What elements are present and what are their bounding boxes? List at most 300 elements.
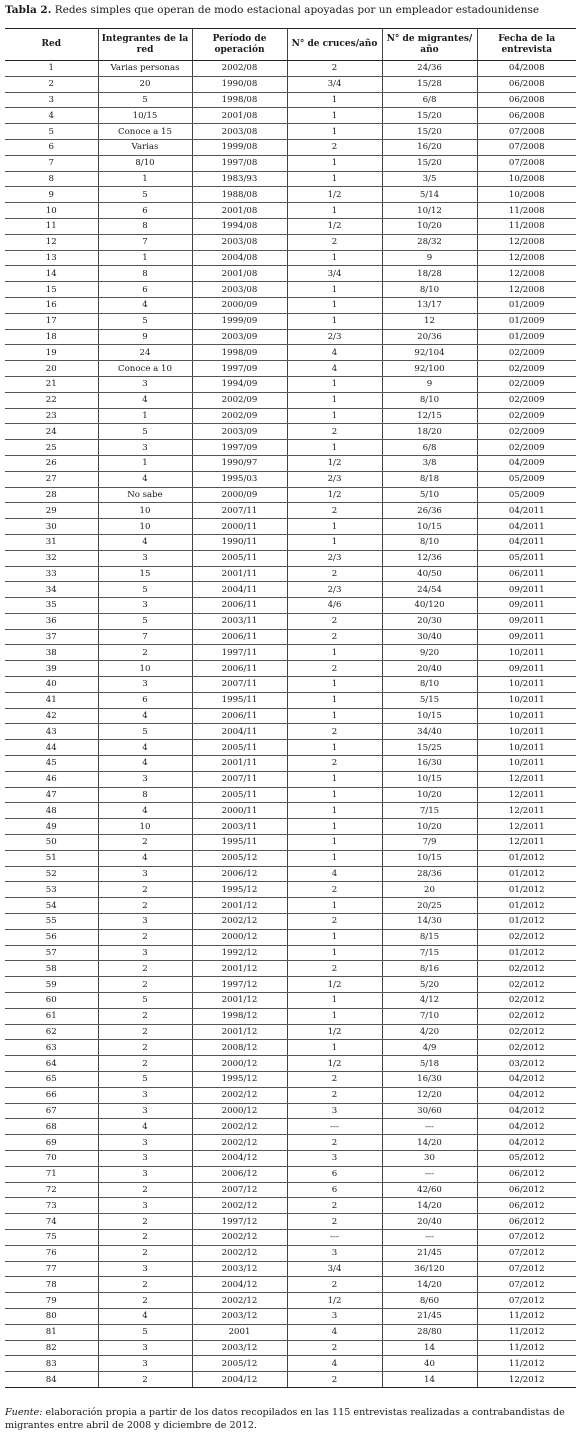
cell-migrantes: 92/104 <box>382 345 477 361</box>
cell-cruces: 1 <box>287 993 382 1009</box>
cell-migrantes: 9 <box>382 376 477 392</box>
cell-migrantes: 28/36 <box>382 866 477 882</box>
cell-integrantes: Varias personas <box>98 61 192 77</box>
cell-periodo: 2001/11 <box>192 566 287 582</box>
table-row <box>5 803 576 819</box>
cell-periodo: 1997/12 <box>192 977 287 993</box>
cell-periodo: 2005/12 <box>192 1356 287 1372</box>
cell-red: 35 <box>5 598 98 614</box>
cell-periodo: 2004/12 <box>192 1150 287 1166</box>
cell-migrantes: 42/60 <box>382 1182 477 1198</box>
cell-integrantes: 2 <box>98 1293 192 1309</box>
cell-periodo: 1995/11 <box>192 692 287 708</box>
cell-fecha: 06/2012 <box>477 1166 576 1182</box>
cell-fecha: 01/2012 <box>477 850 576 866</box>
cell-red: 22 <box>5 392 98 408</box>
cell-red: 48 <box>5 803 98 819</box>
table-row <box>5 1340 576 1356</box>
cell-migrantes: 10/15 <box>382 519 477 535</box>
cell-migrantes: 26/36 <box>382 503 477 519</box>
cell-periodo: 1999/08 <box>192 139 287 155</box>
cell-cruces: 1 <box>287 929 382 945</box>
cell-periodo: 2002/12 <box>192 1119 287 1135</box>
cell-cruces: 2 <box>287 1340 382 1356</box>
cell-cruces: 2 <box>287 882 382 898</box>
cell-cruces: 1/2 <box>287 1293 382 1309</box>
cell-integrantes: 5 <box>98 313 192 329</box>
cell-migrantes: 6/8 <box>382 440 477 456</box>
cell-periodo: 1988/08 <box>192 187 287 203</box>
cell-periodo: 2002/12 <box>192 1087 287 1103</box>
table-row <box>5 92 576 108</box>
cell-migrantes: 13/17 <box>382 297 477 313</box>
cell-cruces: 2/3 <box>287 582 382 598</box>
cell-cruces: 1 <box>287 203 382 219</box>
cell-integrantes: 5 <box>98 1324 192 1340</box>
table-row <box>5 1087 576 1103</box>
cell-periodo: 2001/08 <box>192 266 287 282</box>
cell-cruces: 2 <box>287 661 382 677</box>
cell-periodo: 1999/09 <box>192 313 287 329</box>
cell-migrantes: 5/10 <box>382 487 477 503</box>
cell-periodo: 2002/09 <box>192 408 287 424</box>
cell-fecha: 05/2012 <box>477 1150 576 1166</box>
cell-red: 51 <box>5 850 98 866</box>
cell-periodo: 2000/11 <box>192 519 287 535</box>
cell-fecha: 02/2009 <box>477 361 576 377</box>
cell-integrantes: 10 <box>98 503 192 519</box>
cell-fecha: 04/2012 <box>477 1119 576 1135</box>
cell-red: 33 <box>5 566 98 582</box>
cell-periodo: 1997/09 <box>192 440 287 456</box>
cell-fecha: 11/2008 <box>477 218 576 234</box>
cell-migrantes: 7/15 <box>382 803 477 819</box>
cell-red: 84 <box>5 1372 98 1388</box>
cell-fecha: 02/2009 <box>477 376 576 392</box>
cell-cruces: 4 <box>287 361 382 377</box>
cell-integrantes: 2 <box>98 1024 192 1040</box>
cell-fecha: 12/2008 <box>477 282 576 298</box>
cell-fecha: 07/2012 <box>477 1245 576 1261</box>
table-row <box>5 929 576 945</box>
cell-cruces: 1 <box>287 376 382 392</box>
table-row <box>5 756 576 772</box>
table-row <box>5 977 576 993</box>
cell-cruces: 1 <box>287 440 382 456</box>
cell-fecha: 09/2011 <box>477 629 576 645</box>
cell-fecha: 06/2008 <box>477 108 576 124</box>
cell-periodo: 2000/09 <box>192 487 287 503</box>
cell-migrantes: 15/20 <box>382 124 477 140</box>
cell-integrantes: 6 <box>98 282 192 298</box>
cell-red: 68 <box>5 1119 98 1135</box>
cell-red: 43 <box>5 724 98 740</box>
cell-fecha: 04/2012 <box>477 1135 576 1151</box>
cell-cruces: 2 <box>287 61 382 77</box>
table-row <box>5 866 576 882</box>
cell-red: 37 <box>5 629 98 645</box>
cell-migrantes: 24/54 <box>382 582 477 598</box>
cell-migrantes: 20/36 <box>382 329 477 345</box>
cell-red: 24 <box>5 424 98 440</box>
cell-cruces: 1 <box>287 408 382 424</box>
cell-fecha: 06/2012 <box>477 1214 576 1230</box>
table-row <box>5 1245 576 1261</box>
table-row <box>5 1150 576 1166</box>
cell-fecha: 02/2012 <box>477 1008 576 1024</box>
cell-red: 29 <box>5 503 98 519</box>
cell-integrantes: 4 <box>98 392 192 408</box>
column-header-periodo: Período de operación <box>192 29 287 61</box>
cell-red: 21 <box>5 376 98 392</box>
cell-integrantes: 8/10 <box>98 155 192 171</box>
cell-integrantes: 24 <box>98 345 192 361</box>
cell-red: 26 <box>5 455 98 471</box>
cell-integrantes: 3 <box>98 1356 192 1372</box>
table-row <box>5 993 576 1009</box>
cell-cruces: 6 <box>287 1182 382 1198</box>
table-row <box>5 187 576 203</box>
cell-integrantes: 4 <box>98 708 192 724</box>
cell-migrantes: 14/20 <box>382 1135 477 1151</box>
cell-fecha: 01/2012 <box>477 945 576 961</box>
cell-red: 50 <box>5 835 98 851</box>
cell-periodo: 2003/08 <box>192 234 287 250</box>
cell-fecha: 09/2011 <box>477 598 576 614</box>
cell-red: 81 <box>5 1324 98 1340</box>
cell-migrantes: --- <box>382 1119 477 1135</box>
cell-red: 45 <box>5 756 98 772</box>
cell-migrantes: 34/40 <box>382 724 477 740</box>
cell-fecha: 02/2012 <box>477 977 576 993</box>
table-row <box>5 76 576 92</box>
table-row <box>5 124 576 140</box>
cell-red: 64 <box>5 1056 98 1072</box>
cell-cruces: 2 <box>287 1214 382 1230</box>
cell-fecha: 01/2009 <box>477 313 576 329</box>
table-row <box>5 61 576 77</box>
cell-cruces: 1 <box>287 803 382 819</box>
cell-periodo: 1997/09 <box>192 361 287 377</box>
cell-red: 17 <box>5 313 98 329</box>
cell-periodo: 1995/12 <box>192 882 287 898</box>
cell-periodo: 2003/09 <box>192 424 287 440</box>
cell-migrantes: 4/12 <box>382 993 477 1009</box>
cell-integrantes: 5 <box>98 1072 192 1088</box>
cell-fecha: 01/2009 <box>477 329 576 345</box>
table-row <box>5 519 576 535</box>
table-row <box>5 250 576 266</box>
cell-integrantes: 3 <box>98 1150 192 1166</box>
cell-migrantes: 8/10 <box>382 392 477 408</box>
table-row <box>5 361 576 377</box>
cell-red: 13 <box>5 250 98 266</box>
cell-integrantes: 2 <box>98 898 192 914</box>
cell-red: 31 <box>5 534 98 550</box>
cell-integrantes: 5 <box>98 92 192 108</box>
cell-periodo: 1994/09 <box>192 376 287 392</box>
cell-integrantes: 2 <box>98 1182 192 1198</box>
table-row <box>5 1008 576 1024</box>
cell-migrantes: 8/60 <box>382 1293 477 1309</box>
table-row <box>5 234 576 250</box>
cell-integrantes: 8 <box>98 266 192 282</box>
cell-integrantes: 5 <box>98 187 192 203</box>
cell-integrantes: 3 <box>98 914 192 930</box>
cell-red: 54 <box>5 898 98 914</box>
cell-migrantes: 20/30 <box>382 613 477 629</box>
table-row <box>5 1056 576 1072</box>
cell-integrantes: 3 <box>98 598 192 614</box>
cell-red: 72 <box>5 1182 98 1198</box>
cell-red: 65 <box>5 1072 98 1088</box>
cell-red: 8 <box>5 171 98 187</box>
cell-red: 20 <box>5 361 98 377</box>
cell-integrantes: 9 <box>98 329 192 345</box>
cell-fecha: 07/2012 <box>477 1277 576 1293</box>
cell-fecha: 02/2009 <box>477 408 576 424</box>
cell-cruces: 1/2 <box>287 487 382 503</box>
cell-fecha: 04/2008 <box>477 61 576 77</box>
cell-integrantes: 10 <box>98 661 192 677</box>
cell-migrantes: 3/8 <box>382 455 477 471</box>
cell-cruces: 2 <box>287 1135 382 1151</box>
cell-red: 49 <box>5 819 98 835</box>
cell-cruces: 2 <box>287 1372 382 1388</box>
table-row <box>5 771 576 787</box>
cell-periodo: 2002/08 <box>192 61 287 77</box>
cell-fecha: 09/2011 <box>477 613 576 629</box>
cell-migrantes: 8/10 <box>382 282 477 298</box>
cell-cruces: 1 <box>287 771 382 787</box>
cell-fecha: 12/2008 <box>477 266 576 282</box>
cell-migrantes: 28/32 <box>382 234 477 250</box>
cell-migrantes: 9/20 <box>382 645 477 661</box>
source-note <box>5 1406 577 1432</box>
cell-integrantes: 6 <box>98 692 192 708</box>
cell-periodo: 2002/12 <box>192 1198 287 1214</box>
cell-fecha: 02/2012 <box>477 1040 576 1056</box>
cell-cruces: 4 <box>287 866 382 882</box>
cell-cruces: 1 <box>287 250 382 266</box>
cell-periodo: 2002/12 <box>192 1229 287 1245</box>
cell-cruces: 2 <box>287 566 382 582</box>
cell-integrantes: 3 <box>98 1087 192 1103</box>
table-body <box>5 61 576 1388</box>
cell-fecha: 04/2012 <box>477 1087 576 1103</box>
cell-periodo: 2006/11 <box>192 708 287 724</box>
cell-migrantes: 8/16 <box>382 961 477 977</box>
cell-integrantes: 4 <box>98 471 192 487</box>
cell-red: 34 <box>5 582 98 598</box>
cell-migrantes: --- <box>382 1166 477 1182</box>
cell-fecha: 12/2011 <box>477 787 576 803</box>
cell-fecha: 07/2012 <box>477 1229 576 1245</box>
table-row <box>5 534 576 550</box>
cell-fecha: 03/2012 <box>477 1056 576 1072</box>
cell-cruces: 1 <box>287 282 382 298</box>
cell-migrantes: 10/20 <box>382 819 477 835</box>
table-row <box>5 408 576 424</box>
cell-red: 75 <box>5 1229 98 1245</box>
cell-periodo: 1992/12 <box>192 945 287 961</box>
cell-integrantes: 5 <box>98 613 192 629</box>
cell-periodo: 2000/09 <box>192 297 287 313</box>
cell-fecha: 02/2012 <box>477 1024 576 1040</box>
table-row <box>5 629 576 645</box>
cell-periodo: 1998/09 <box>192 345 287 361</box>
cell-integrantes: Conoce a 15 <box>98 124 192 140</box>
cell-red: 58 <box>5 961 98 977</box>
cell-red: 3 <box>5 92 98 108</box>
cell-integrantes: 2 <box>98 929 192 945</box>
table-row <box>5 1040 576 1056</box>
cell-fecha: 01/2012 <box>477 898 576 914</box>
cell-migrantes: 4/9 <box>382 1040 477 1056</box>
table-caption <box>5 3 575 17</box>
cell-fecha: 05/2009 <box>477 487 576 503</box>
cell-cruces: 1/2 <box>287 1056 382 1072</box>
cell-fecha: 04/2012 <box>477 1103 576 1119</box>
cell-integrantes: 3 <box>98 376 192 392</box>
cell-integrantes: 15 <box>98 566 192 582</box>
table-row <box>5 882 576 898</box>
cell-cruces: 2 <box>287 424 382 440</box>
cell-fecha: 07/2008 <box>477 155 576 171</box>
cell-integrantes: 5 <box>98 424 192 440</box>
cell-cruces: --- <box>287 1119 382 1135</box>
cell-red: 15 <box>5 282 98 298</box>
cell-cruces: 2 <box>287 961 382 977</box>
cell-periodo: 2008/12 <box>192 1040 287 1056</box>
table-row <box>5 455 576 471</box>
cell-migrantes: 10/12 <box>382 203 477 219</box>
table-row <box>5 613 576 629</box>
table-row <box>5 850 576 866</box>
cell-cruces: 1 <box>287 313 382 329</box>
cell-periodo: 2001/12 <box>192 993 287 1009</box>
cell-fecha: 07/2012 <box>477 1261 576 1277</box>
table-row <box>5 1119 576 1135</box>
cell-fecha: 10/2011 <box>477 740 576 756</box>
cell-cruces: 1 <box>287 708 382 724</box>
cell-fecha: 10/2008 <box>477 171 576 187</box>
table-row <box>5 645 576 661</box>
cell-fecha: 10/2011 <box>477 692 576 708</box>
cell-cruces: 2 <box>287 234 382 250</box>
table-header <box>5 29 576 61</box>
data-table <box>5 28 576 1388</box>
cell-cruces: 2 <box>287 629 382 645</box>
table-row <box>5 1261 576 1277</box>
cell-periodo: 2001/08 <box>192 108 287 124</box>
cell-cruces: 1 <box>287 1008 382 1024</box>
table-row <box>5 566 576 582</box>
cell-migrantes: 15/20 <box>382 108 477 124</box>
cell-cruces: 3/4 <box>287 266 382 282</box>
cell-red: 66 <box>5 1087 98 1103</box>
cell-fecha: 02/2009 <box>477 440 576 456</box>
column-header-integrantes: Integrantes de la red <box>98 29 192 61</box>
cell-periodo: 2004/12 <box>192 1372 287 1388</box>
cell-red: 74 <box>5 1214 98 1230</box>
cell-integrantes: 8 <box>98 218 192 234</box>
cell-fecha: 04/2011 <box>477 503 576 519</box>
cell-fecha: 01/2012 <box>477 866 576 882</box>
table-row <box>5 203 576 219</box>
header-row <box>5 29 576 61</box>
cell-red: 78 <box>5 1277 98 1293</box>
cell-cruces: 1/2 <box>287 977 382 993</box>
cell-integrantes: 4 <box>98 850 192 866</box>
cell-red: 16 <box>5 297 98 313</box>
cell-cruces: 2 <box>287 139 382 155</box>
cell-fecha: 01/2012 <box>477 882 576 898</box>
cell-red: 70 <box>5 1150 98 1166</box>
cell-periodo: 2002/12 <box>192 1293 287 1309</box>
cell-fecha: 01/2012 <box>477 914 576 930</box>
cell-fecha: 06/2008 <box>477 76 576 92</box>
cell-cruces: 2 <box>287 914 382 930</box>
cell-periodo: 1997/11 <box>192 645 287 661</box>
cell-periodo: 2006/12 <box>192 866 287 882</box>
table-row <box>5 313 576 329</box>
cell-cruces: 1 <box>287 392 382 408</box>
cell-cruces: 4 <box>287 345 382 361</box>
cell-red: 40 <box>5 677 98 693</box>
cell-periodo: 2000/12 <box>192 1056 287 1072</box>
cell-migrantes: 3/5 <box>382 171 477 187</box>
table-row <box>5 708 576 724</box>
cell-fecha: 05/2011 <box>477 550 576 566</box>
cell-migrantes: 16/30 <box>382 756 477 772</box>
cell-fecha: 06/2012 <box>477 1182 576 1198</box>
source-label: Fuente: <box>5 1407 43 1418</box>
cell-migrantes: 40/120 <box>382 598 477 614</box>
table-row <box>5 550 576 566</box>
cell-red: 14 <box>5 266 98 282</box>
cell-fecha: 02/2009 <box>477 345 576 361</box>
cell-red: 1 <box>5 61 98 77</box>
cell-migrantes: 14 <box>382 1372 477 1388</box>
cell-fecha: 04/2011 <box>477 534 576 550</box>
cell-red: 83 <box>5 1356 98 1372</box>
cell-migrantes: 7/9 <box>382 835 477 851</box>
cell-integrantes: 5 <box>98 724 192 740</box>
cell-integrantes: 1 <box>98 408 192 424</box>
cell-cruces: 1 <box>287 645 382 661</box>
cell-integrantes: No sabe <box>98 487 192 503</box>
table-row <box>5 819 576 835</box>
cell-periodo: 2006/11 <box>192 629 287 645</box>
cell-cruces: 1 <box>287 819 382 835</box>
cell-periodo: 1994/08 <box>192 218 287 234</box>
cell-cruces: 2 <box>287 613 382 629</box>
cell-fecha: 12/2011 <box>477 819 576 835</box>
cell-periodo: 2001/12 <box>192 1024 287 1040</box>
cell-fecha: 05/2009 <box>477 471 576 487</box>
cell-periodo: 2003/12 <box>192 1340 287 1356</box>
cell-fecha: 12/2011 <box>477 771 576 787</box>
cell-red: 18 <box>5 329 98 345</box>
cell-migrantes: 7/10 <box>382 1008 477 1024</box>
cell-periodo: 2002/12 <box>192 914 287 930</box>
cell-red: 71 <box>5 1166 98 1182</box>
cell-cruces: 3 <box>287 1245 382 1261</box>
cell-red: 25 <box>5 440 98 456</box>
cell-cruces: 1/2 <box>287 455 382 471</box>
cell-integrantes: 1 <box>98 250 192 266</box>
